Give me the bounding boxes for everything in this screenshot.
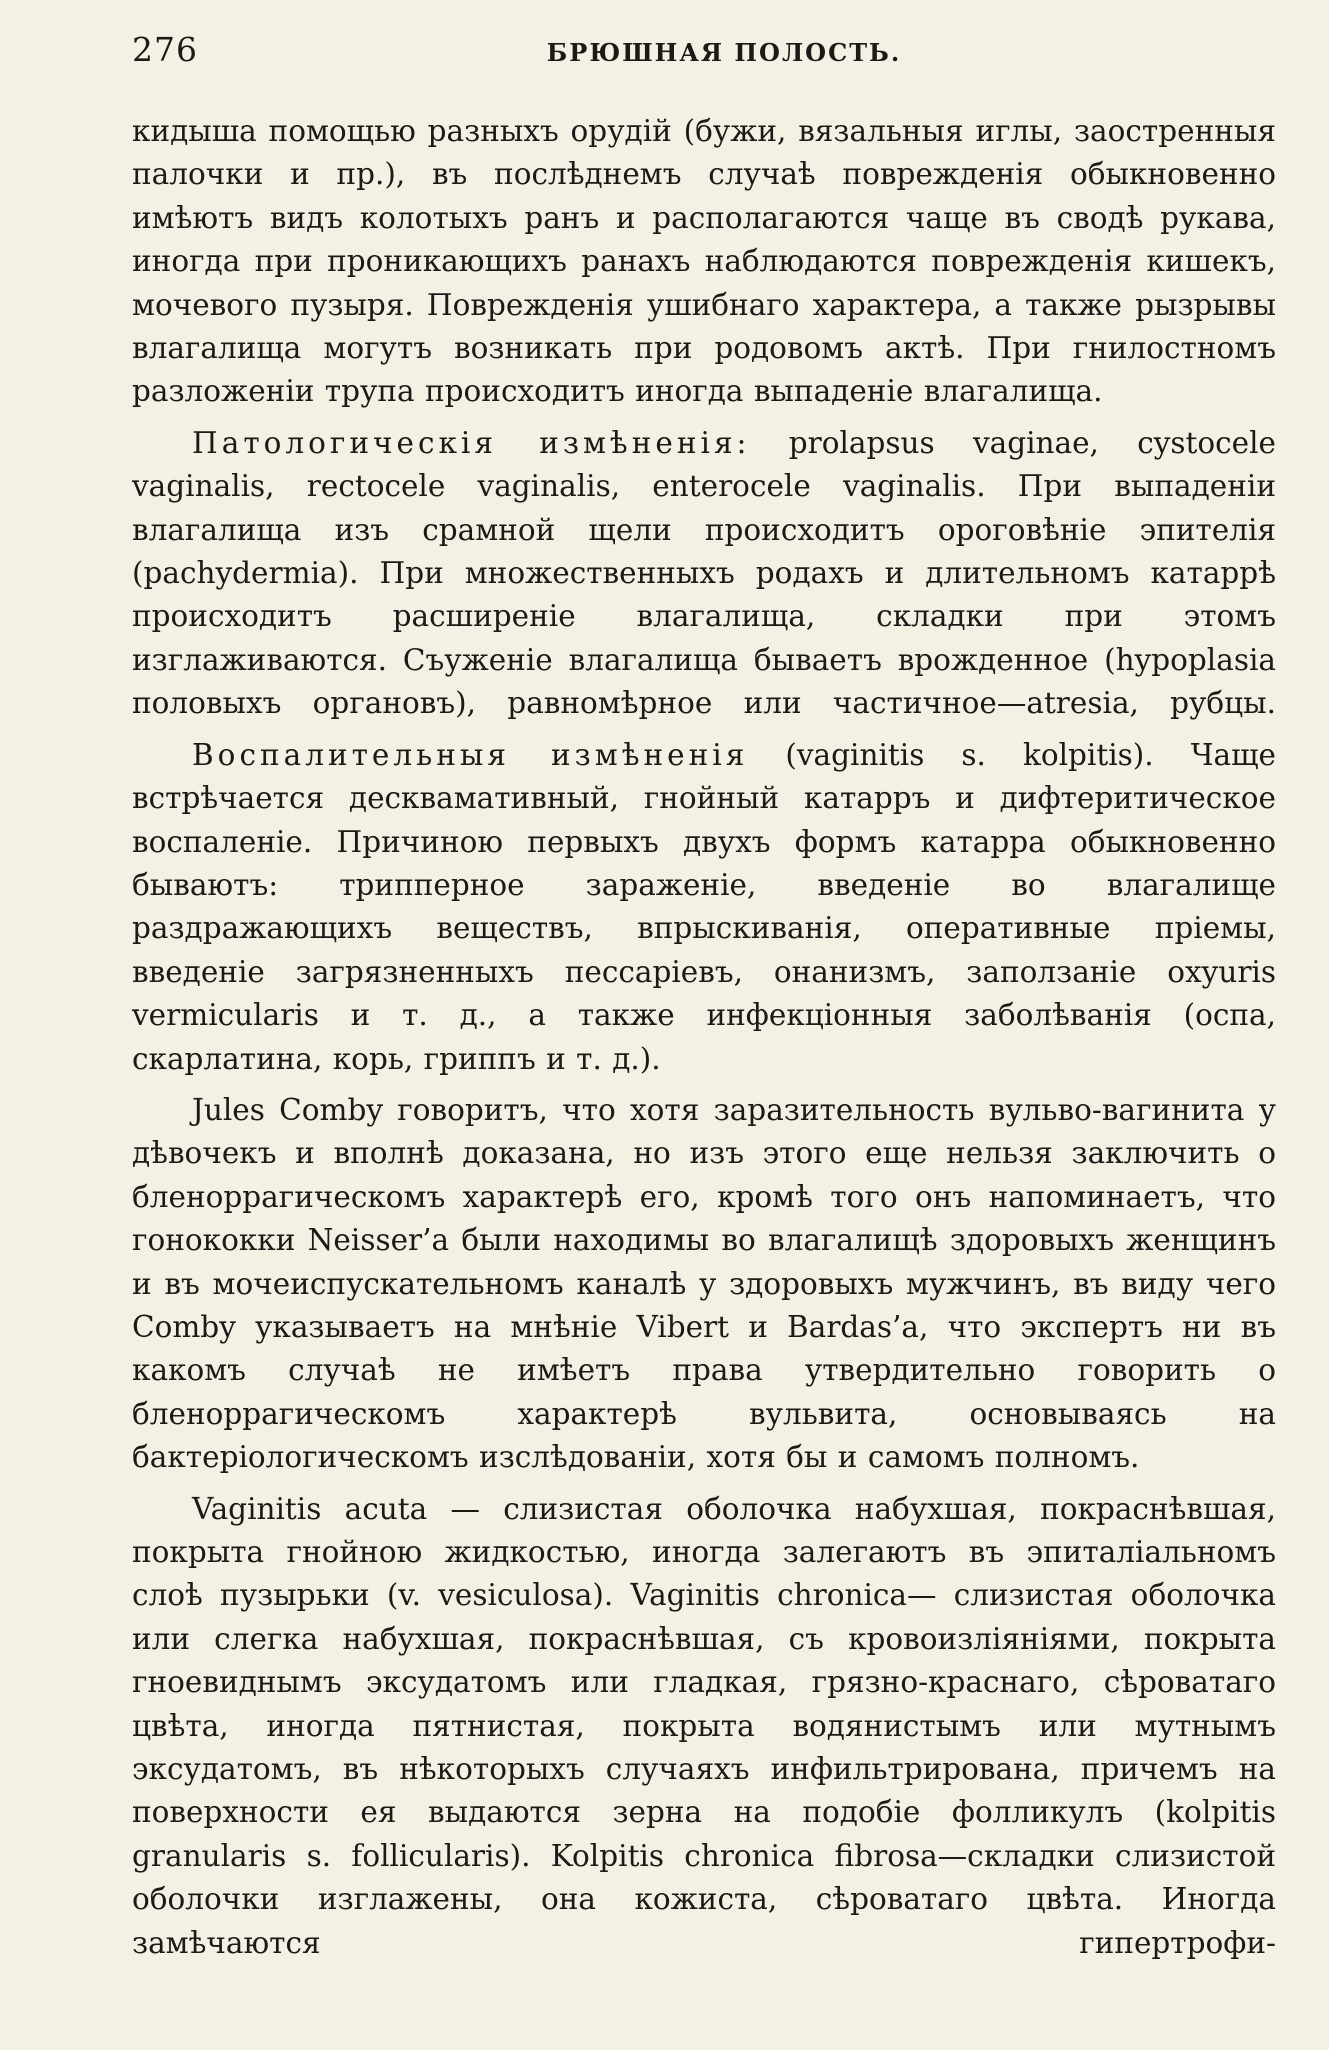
paragraph-1-text: кидыша помощью разныхъ орудій (бужи, вязальныя иглы, заостренныя палочки и пр.), въ послѣднемъ случаѣ поврежденія обыкновенно имѣютъ видъ колотыхъ ранъ и располагаются чаще въ сводѣ рукава, иногда при проникающихъ ранахъ наблюдаются поврежденія кишекъ, мочевого пузыря. Поврежденія ушибнаго характера, а также рызрывы влагалища могутъ возникать при родовомъ актѣ. При гнилостномъ разложеніи трупа происходитъ иногда выпаденіе влагалища. [132,114,1276,409]
running-head: БРЮШНАЯ ПОЛОСТЬ. [546,38,902,67]
page-number: 276 [132,30,198,69]
body-text [132,110,1276,1973]
paragraph-5 [132,1488,1276,1965]
paragraph-2-text: prolapsus vaginae, cystocele vaginalis, rectocele vaginalis, enterocele vaginalis. При выпаденіи влагалища изъ срамной щели происходитъ ороговѣніе эпителія (pachydermia). При множественныхъ родахъ и длительномъ катаррѣ происходитъ расширеніе влагалища, складки при этомъ изглаживаются. Съуженіе влагалища бываетъ врожденное (hypoplasia половыхъ органовъ), равномѣрное или частичное—atresia, рубцы. [132,425,1277,721]
paragraph-3-lead: Воспалительныя измѣненія [192,737,749,772]
paragraph-4 [132,1089,1276,1480]
paragraph-3 [132,734,1276,1081]
page-header [132,30,1276,80]
paragraph-2 [132,422,1276,726]
paragraph-1 [132,110,1276,414]
paragraph-2-lead: Патологическія измѣненія: [192,425,751,460]
paragraph-3-text: (vaginitis s. kolpitis). Чаще встрѣчается десквамативный, гнойный катарръ и дифтеритическое воспаленіе. Причиною первыхъ двухъ формъ катарра обыкновенно бываютъ: трипперное зараженіе, введеніе во влагалище раздражающихъ веществъ, впрыскиванія, оперативные пріемы, введеніе загрязненныхъ пессаріевъ, онанизмъ, заползаніе oxyuris vermicularis и т. д., а также инфекціонныя заболѣванія (оспа, скарлатина, корь, гриппъ и т. д.). [132,737,1276,1076]
paragraph-4-text: Jules Comby говоритъ, что хотя заразительность вульво-вагинита у дѣвочекъ и вполнѣ доказана, но изъ этого еще нельзя заключить о бленоррагическомъ характерѣ его, кромѣ того онъ напоминаетъ, что гонококки Neisser’а были находимы во влагалищѣ здоровыхъ женщинъ и въ мочеиспускательномъ каналѣ у здоровыхъ мужчинъ, въ виду чего Comby указываетъ на мнѣніе Vibert и Bardas’а, что экспертъ ни въ какомъ случаѣ не имѣетъ права утвердительно говорить о бленоррагическомъ характерѣ вульвита, основываясь на бактеріологическомъ изслѣдованіи, хотя бы и самомъ полномъ. [132,1092,1276,1475]
paragraph-5-text: Vaginitis acuta — слизистая оболочка набухшая, покраснѣвшая, покрыта гнойною жидкостью, иногда залегаютъ въ эпиталіальномъ слоѣ пузырьки (v. vesiculosa). Vaginitis chronica— слизистая оболочка или слегка набухшая, покраснѣвшая, съ кровоизліяніями, покрыта гноевиднымъ эксудатомъ или гладкая, грязно-краснаго, сѣроватаго цвѣта, иногда пятнистая, покрыта водянистымъ или мутнымъ эксудатомъ, въ нѣкоторыхъ случаяхъ инфильтрирована, причемъ на поверхности ея выдаются зерна на подобіе фолликулъ (kolpitis granularis s. follicularis). Kolpitis chronica fibrosa—складки слизистой оболочки изглажены, она кожиста, сѣроватаго цвѣта. Иногда замѣчаются гипертрофи- [132,1491,1276,1960]
